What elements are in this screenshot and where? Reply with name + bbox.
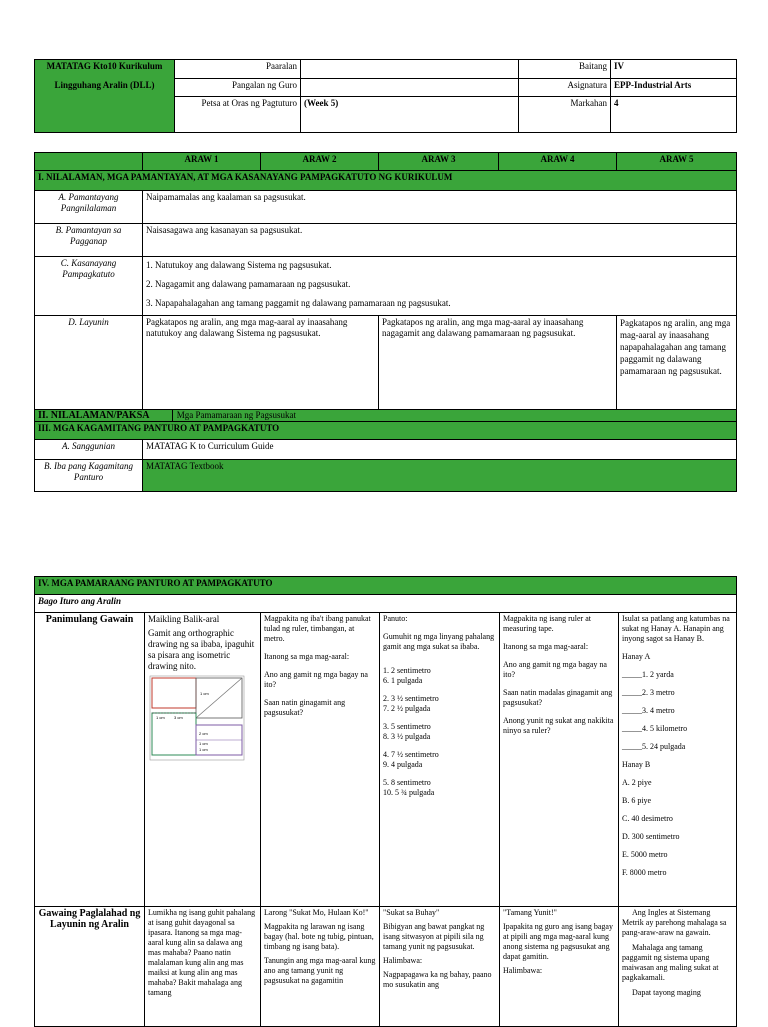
markahan-label: Markahan bbox=[519, 97, 611, 133]
hanay-b-item: D. 300 sentimetro bbox=[622, 832, 680, 841]
day-2-text: Magpakita ng iba't ibang panukat tulad ng ruler, timbangan, at metro. bbox=[264, 614, 371, 643]
petsa-value: (Week 5) bbox=[301, 97, 519, 133]
petsa-label: Petsa at Oras ng Pagtuturo bbox=[175, 97, 301, 133]
panimulang-label: Panimulang Gawain bbox=[35, 613, 145, 907]
paaralan-label: Paaralan bbox=[175, 60, 301, 79]
r2-day-3-text: Bibigyan ang bawat pangkat ng isang sitwasyon at pipili sila ng tamang yunit ng pagsusukat. bbox=[383, 922, 485, 951]
day-5-intro: Isulat sa patlang ang katumbas na sukat ng Hanay A. Hanapin ang inyong sagot sa Hanay B. bbox=[622, 614, 730, 643]
day-5-header: ARAW 5 bbox=[617, 153, 737, 171]
measure-pair bbox=[383, 722, 496, 742]
day-4-text: Saan natin madalas ginagamit ang pagsusukat? bbox=[503, 688, 613, 707]
baitang-label: Baitang bbox=[519, 60, 611, 79]
measure-item: 6. 1 pulgada bbox=[383, 676, 423, 685]
day-1-text: Gamit ang orthographic drawing ng sa ibaba, ipaguhit sa pisara ang isometric drawing nito. bbox=[148, 628, 255, 671]
r2-day-4-text: Halimbawa: bbox=[503, 966, 543, 975]
measure-item: 2. 3 ½ sentimetro bbox=[383, 694, 439, 703]
measure-item: 8. 3 ½ pulgada bbox=[383, 732, 431, 741]
day-3-text: Gumuhit ng mga linyang pahalang gamit ang mga sukat sa ibaba. bbox=[383, 632, 495, 651]
measure-item: 3. 5 sentimetro bbox=[383, 722, 431, 731]
day-4-text: Magpakita ng isang ruler at measuring tape. bbox=[503, 614, 591, 633]
dll-title: Lingguhang Aralin (DLL) bbox=[54, 80, 155, 90]
kasanayan-label: C. Kasanayang Pampagkatuto bbox=[35, 257, 143, 316]
section-3-title: III. MGA KAGAMITANG PANTURO AT PAMPAGKATUTO bbox=[35, 422, 737, 440]
panimulang-day-5 bbox=[619, 613, 737, 907]
drawing-label: 1 cm bbox=[199, 747, 208, 752]
measure-item: 4. 7 ½ sentimetro bbox=[383, 750, 439, 759]
days-header-row bbox=[35, 153, 737, 171]
paaralan-value[interactable] bbox=[301, 60, 519, 79]
drawing-label: 3 cm bbox=[174, 715, 183, 720]
measure-item: 9. 4 pulgada bbox=[383, 760, 423, 769]
kasanayan-item: 2. Nagagamit ang dalawang pamamaraan ng pagsusukat. bbox=[146, 279, 351, 289]
paglalahad-label: Gawaing Paglalahad ng Layunin ng Aralin bbox=[35, 907, 145, 1027]
layunin-day-3-4: Pagkatapos ng aralin, ang mga mag-aaral ay inaasahang nagagamit ang dalawang pamamaraan ng pagsusukat. bbox=[379, 316, 617, 410]
hanay-a-item: _____5. 24 pulgada bbox=[622, 742, 686, 751]
hanay-b-title: Hanay B bbox=[622, 760, 651, 769]
paglalahad-day-1: Lumikha ng isang guhit pahalang at isang guhit dayagonal sa ipasara. Itanong sa mga mag-aaral kung alin sa dalawa ang mas mahaba? Paano natin malalaman kung alin ang mas maiksi at kung alin ang mas mahaba? Bakit mahalaga ang tamang bbox=[145, 907, 261, 1027]
drawing-label: 1 cm bbox=[199, 741, 208, 746]
day-1-header: ARAW 1 bbox=[143, 153, 261, 171]
hanay-b-item: E. 5000 metro bbox=[622, 850, 668, 859]
kasanayan-list bbox=[143, 257, 737, 316]
kasanayan-item: 3. Napapahalagahan ang tamang paggamit ng dalawang pamamaraan ng pagsusukat. bbox=[146, 298, 451, 308]
panimulang-day-4 bbox=[500, 613, 619, 907]
r2-day-2-text: Tanungin ang mga mag-aaral kung ano ang tamang yunit ng pagsusukat na gagamitin bbox=[264, 956, 376, 985]
hanay-a-title: Hanay A bbox=[622, 652, 651, 661]
measure-pair bbox=[383, 750, 496, 770]
day-3-text: Panuto: bbox=[383, 614, 408, 623]
paglalahad-day-5 bbox=[619, 907, 737, 1027]
day-2-text: Saan natin ginagamit ang pagsusukat? bbox=[264, 698, 346, 717]
r2-day-3-text: "Sukat sa Buhay" bbox=[383, 908, 440, 917]
orthographic-drawing bbox=[148, 675, 248, 761]
measure-item: 10. 5 ¾ pulgada bbox=[383, 788, 435, 797]
day-4-header: ARAW 4 bbox=[499, 153, 617, 171]
drawing-label: 1 cm bbox=[200, 691, 209, 696]
procedures-table bbox=[34, 576, 737, 1027]
day-4-text: Itanong sa mga mag-aaral: bbox=[503, 642, 589, 651]
section-2-title: II. NILALAMAN/PAKSA bbox=[38, 410, 150, 421]
measure-item: 1. 2 sentimetro bbox=[383, 666, 431, 675]
baitang-value: IV bbox=[611, 60, 737, 79]
guro-value[interactable] bbox=[301, 78, 519, 97]
r2-day-2-text: Larong "Sukat Mo, Hulaan Ko!" bbox=[264, 908, 369, 917]
pamantayang-label: A. Pamantayang Pangnilalaman bbox=[35, 191, 143, 224]
panimulang-day-1 bbox=[145, 613, 261, 907]
guro-label: Pangalan ng Guro bbox=[175, 78, 301, 97]
r2-day-5-text: Dapat tayong maging bbox=[632, 988, 701, 997]
measure-pair bbox=[383, 694, 496, 714]
layunin-day-1-2: Pagkatapos ng aralin, ang mga mag-aaral ay inaasahang natutukoy ang dalawang Sistema ng pagsusukat. bbox=[143, 316, 379, 410]
kurikulum-title: MATATAG Kto10 Kurikulum bbox=[46, 61, 163, 71]
panimulang-day-2 bbox=[261, 613, 380, 907]
r2-day-3-text: Nagpapagawa ka ng bahay, paano mo susukatin ang bbox=[383, 970, 492, 989]
pagganap-value: Naisasagawa ang kasanayan sa pagsusukat. bbox=[143, 224, 737, 257]
section-1-title: I. NILALAMAN, MGA PAMANTAYAN, AT MGA KASANAYANG PAMPAGKATUTO NG KURIKULUM bbox=[35, 171, 737, 191]
section-2-value: Mga Pamamaraan ng Pagsusukat bbox=[172, 410, 296, 421]
header-table bbox=[34, 59, 737, 133]
r2-day-2-text: Magpakita ng larawan ng isang bagay (hal. bote ng tubig, pintuan, timbang ng isang bata). bbox=[264, 922, 374, 951]
hanay-a-item: _____4. 5 kilometro bbox=[622, 724, 688, 733]
markahan-value: 4 bbox=[611, 97, 737, 133]
kagamitan-label: B. Iba pang Kagamitang Panturo bbox=[35, 460, 143, 492]
r2-day-5-text: Mahalaga ang tamang paggamit ng sistema upang maiwasan ang maling sukat at pagkakamali. bbox=[622, 943, 719, 982]
kagamitan-value: MATATAG Textbook bbox=[143, 460, 737, 492]
kasanayan-item: 1. Natutukoy ang dalawang Sistema ng pagsusukat. bbox=[146, 260, 332, 270]
dll-title-cell bbox=[35, 60, 175, 133]
asignatura-label: Asignatura bbox=[519, 78, 611, 97]
r2-day-5-text: Ang Ingles at Sistemang Metrik ay parehong mahalaga sa pang-araw-araw na gawain. bbox=[622, 908, 727, 937]
hanay-b-item: F. 8000 metro bbox=[622, 868, 667, 877]
r2-day-4-text: "Tamang Yunit!" bbox=[503, 908, 557, 917]
day-4-text: Ano ang gamit ng mga bagay na ito? bbox=[503, 660, 607, 679]
day-1-text: Maikling Balik-aral bbox=[148, 614, 220, 624]
drawing-label: 2 cm bbox=[199, 731, 208, 736]
paglalahad-day-3 bbox=[380, 907, 500, 1027]
r2-day-4-text: Ipapakita ng guro ang isang bagay at pipili ang mga mag-aaral kung anong sistema ng pagsusukat ang dapat gamitin. bbox=[503, 922, 613, 961]
section-4-title: IV. MGA PAMARAANG PANTURO AT PAMPAGKATUTO bbox=[35, 577, 737, 595]
day-3-header: ARAW 3 bbox=[379, 153, 499, 171]
r2-day-3-text: Halimbawa: bbox=[383, 956, 423, 965]
hanay-a-item: _____1. 2 yarda bbox=[622, 670, 674, 679]
sanggunian-label: A. Sanggunian bbox=[35, 440, 143, 460]
hanay-b-item: C. 40 desimetro bbox=[622, 814, 673, 823]
hanay-a-item: _____2. 3 metro bbox=[622, 688, 675, 697]
paglalahad-day-2 bbox=[261, 907, 380, 1027]
day-2-text: Itanong sa mga mag-aaral: bbox=[264, 652, 350, 661]
hanay-a-item: _____3. 4 metro bbox=[622, 706, 675, 715]
day-2-text: Ano ang gamit ng mga bagay na ito? bbox=[264, 670, 368, 689]
layunin-label: D. Layunin bbox=[35, 316, 143, 410]
asignatura-value: EPP-Industrial Arts bbox=[611, 78, 737, 97]
lesson-table bbox=[34, 152, 737, 492]
drawing-label: 1 cm bbox=[156, 715, 165, 720]
sanggunian-value: MATATAG K to Curriculum Guide bbox=[143, 440, 737, 460]
measure-pair bbox=[383, 778, 496, 798]
pamantayang-value: Naipamamalas ang kaalaman sa pagsusukat. bbox=[143, 191, 737, 224]
measure-item: 5. 8 sentimetro bbox=[383, 778, 431, 787]
layunin-day-5: Pagkatapos ng aralin, ang mga mag-aaral ay inaasahang napapahalagahan ang tamang paggamit ng dalawang pamamaraan ng pagsusukat. bbox=[617, 316, 737, 410]
measure-item: 7. 2 ½ pulgada bbox=[383, 704, 431, 713]
hanay-b-item: B. 6 piye bbox=[622, 796, 652, 805]
hanay-b-item: A. 2 piye bbox=[622, 778, 652, 787]
panimulang-day-3 bbox=[380, 613, 500, 907]
section-4-subtitle: Bago Ituro ang Aralin bbox=[35, 595, 737, 613]
day-4-text: Anong yunit ng sukat ang nakikita ninyo sa ruler? bbox=[503, 716, 614, 735]
pagganap-label: B. Pamantayan sa Pagganap bbox=[35, 224, 143, 257]
paglalahad-day-4 bbox=[500, 907, 619, 1027]
measure-pair bbox=[383, 666, 496, 686]
day-2-header: ARAW 2 bbox=[261, 153, 379, 171]
